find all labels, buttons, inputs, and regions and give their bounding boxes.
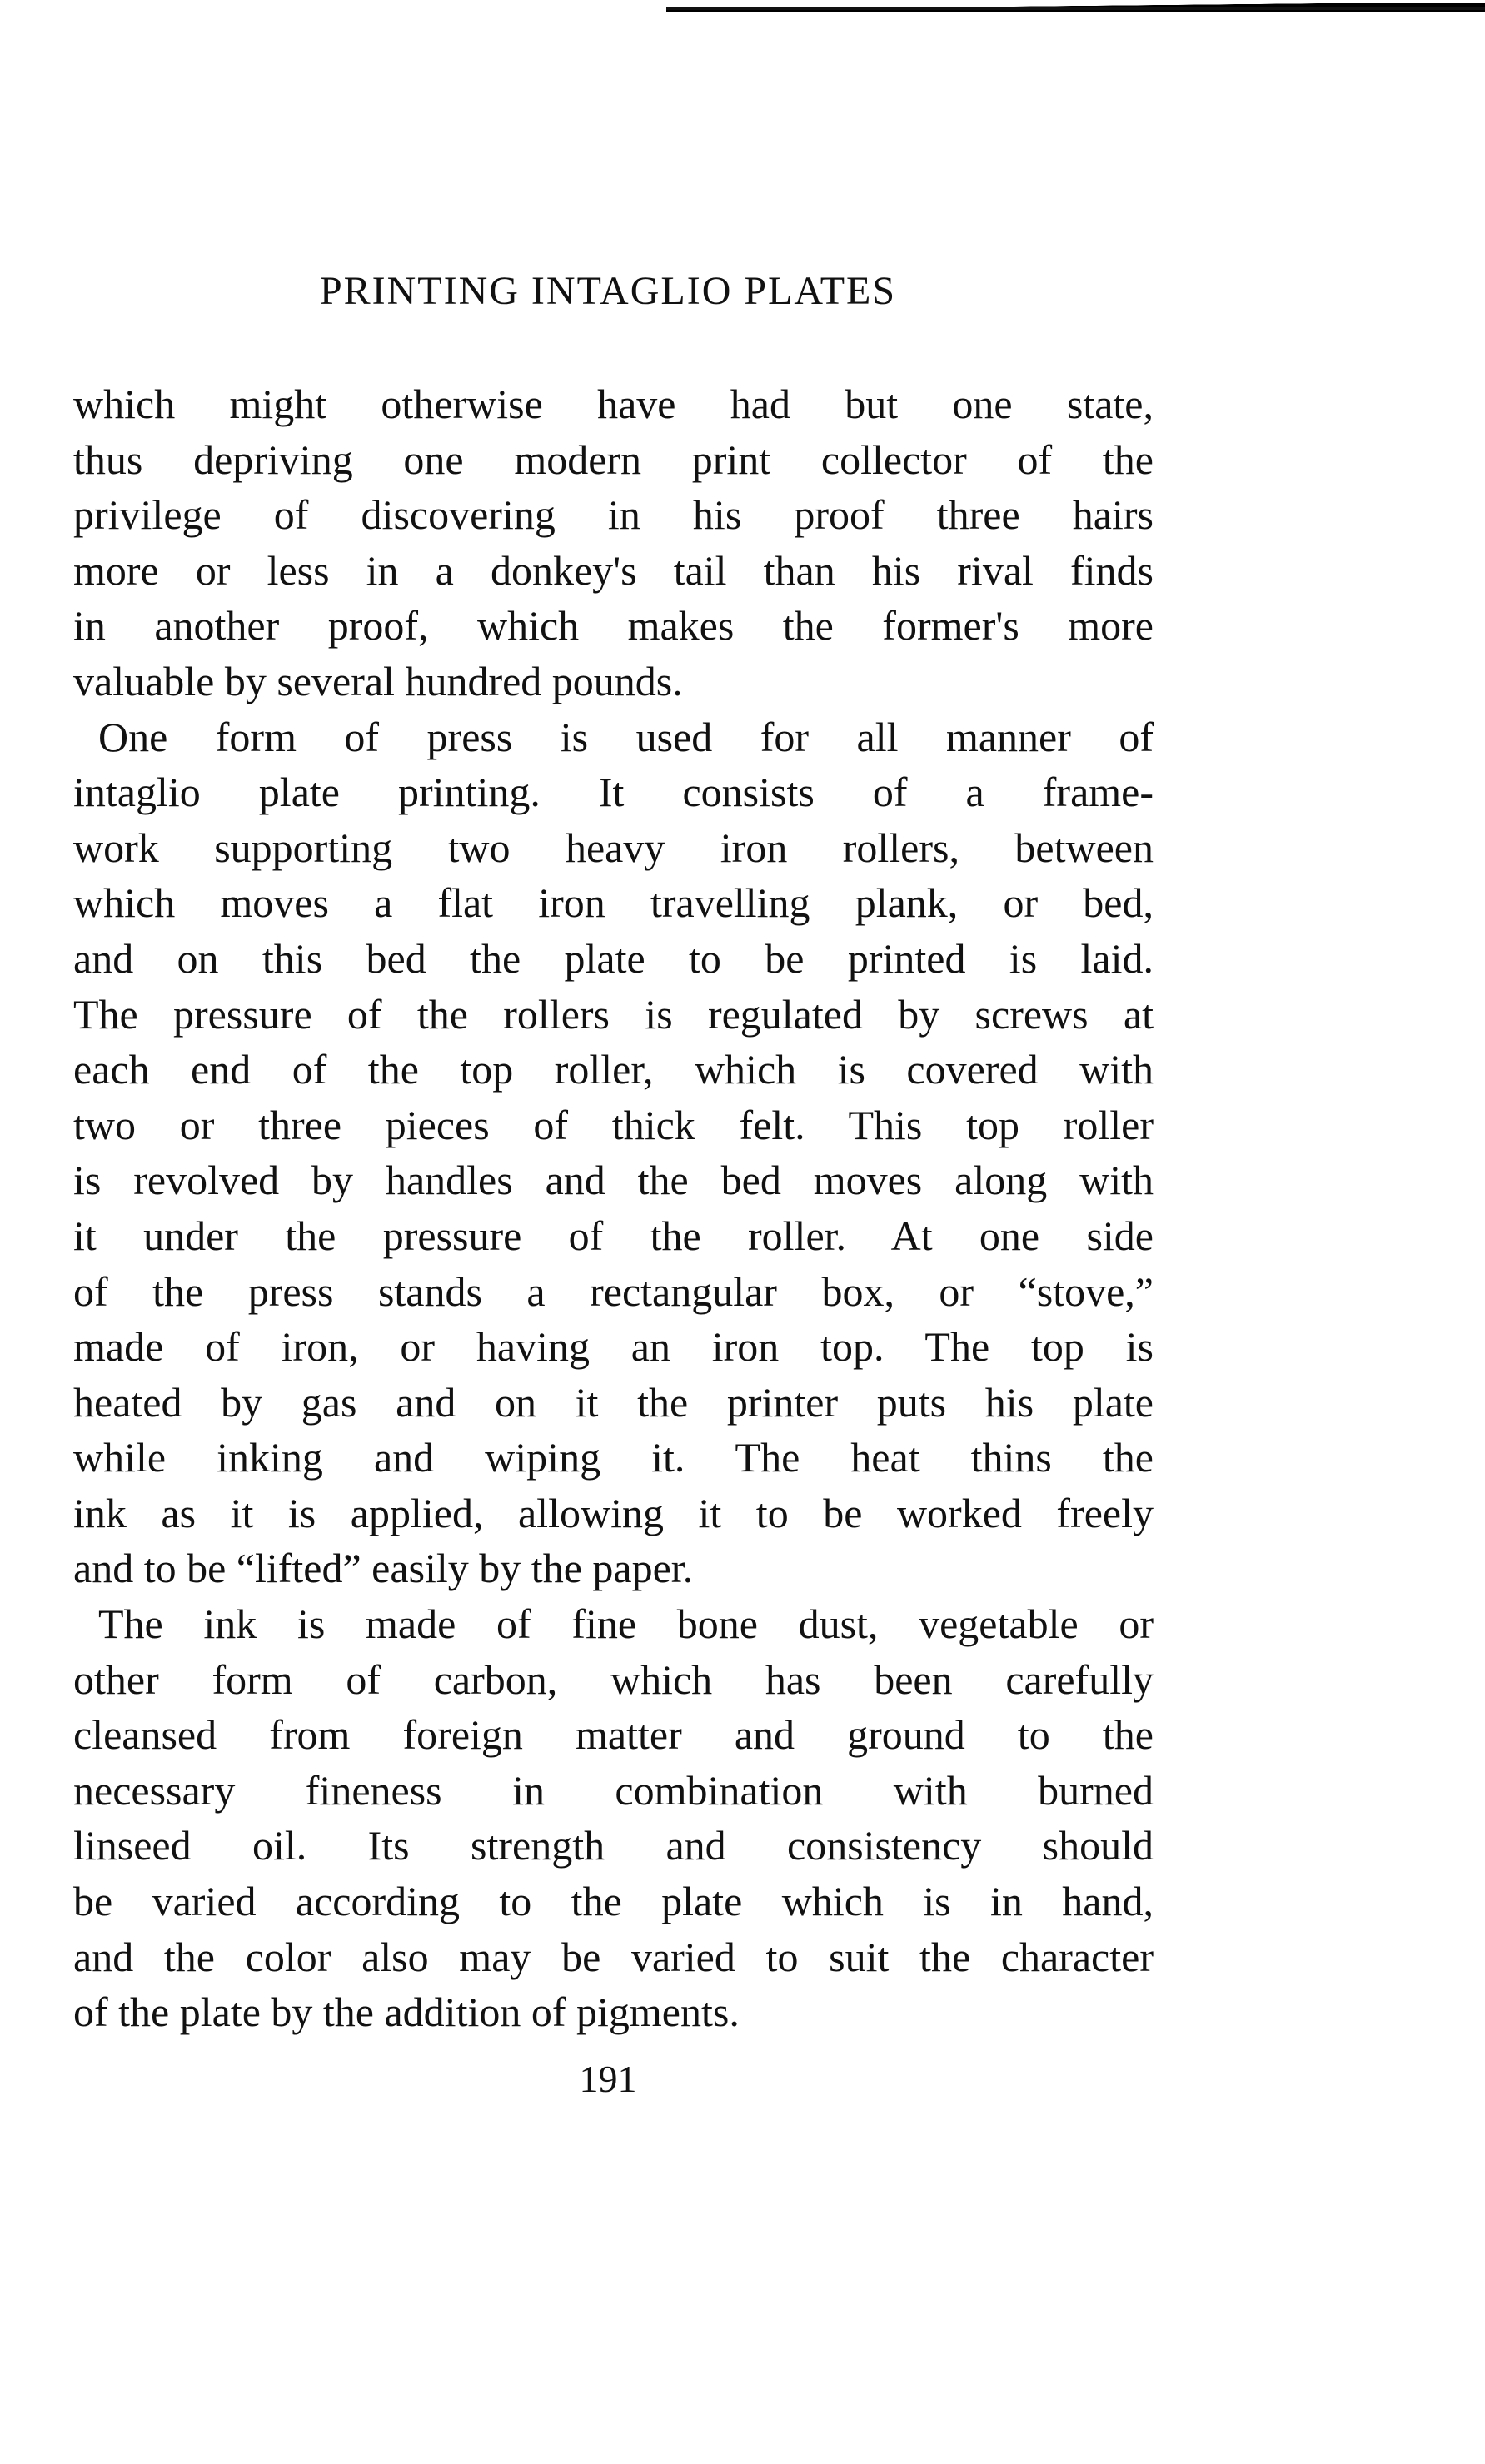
text-line: it under the pressure of the roller. At one side: [73, 1212, 1154, 1259]
body-text: [73, 376, 1154, 2040]
text-line: valuable by several hundred pounds.: [73, 657, 683, 704]
text-line: while inking and wiping it. The heat thins the: [73, 1434, 1154, 1481]
text-line: each end of the top roller, which is covered with: [73, 1046, 1154, 1093]
paragraph: [73, 709, 1154, 1597]
text-line: more or less in a donkey's tail than his rival finds: [73, 546, 1154, 594]
text-line: necessary fineness in combination with burned: [73, 1766, 1154, 1814]
page-number: 191: [579, 2058, 637, 2100]
top-edge-line: [666, 7, 1485, 10]
text-line: cleansed from foreign matter and ground to the: [73, 1711, 1154, 1759]
text-line: two or three pieces of thick felt. This top roller: [73, 1101, 1154, 1148]
text-line: work supporting two heavy iron rollers, between: [73, 824, 1154, 871]
text-line: which might otherwise have had but one state,: [73, 381, 1154, 427]
text-line: privilege of discovering in his proof three hairs: [73, 491, 1154, 539]
running-header: PRINTING INTAGLIO PLATES: [319, 269, 897, 313]
text-line: and on this bed the plate to be printed is laid.: [73, 934, 1154, 982]
text-line: thus depriving one modern print collector of the: [73, 436, 1154, 483]
text-line: made of iron, or having an iron top. The top is: [73, 1323, 1154, 1371]
text-line: ink as it is applied, allowing it to be worked freely: [73, 1489, 1154, 1536]
text-line: of the plate by the addition of pigments.: [73, 1989, 740, 2036]
text-line: and to be “lifted” easily by the paper.: [73, 1545, 694, 1592]
text-line: One form of press is used for all manner of: [98, 713, 1154, 760]
text-line: The pressure of the rollers is regulated by screws at: [73, 990, 1154, 1038]
text-line: be varied according to the plate which is in hand,: [73, 1878, 1154, 1925]
text-line: The ink is made of fine bone dust, vegetable or: [98, 1600, 1154, 1648]
text-line: intaglio plate printing. It consists of a frame-: [73, 769, 1154, 816]
text-line: and the color also may be varied to suit the character: [73, 1933, 1154, 1980]
text-line: in another proof, which makes the former's more: [73, 602, 1154, 650]
text-line: which moves a flat iron travelling plank, or bed,: [73, 879, 1154, 927]
text-line: is revolved by handles and the bed moves along with: [73, 1157, 1154, 1204]
text-line: linseed oil. Its strength and consistency should: [73, 1822, 1154, 1869]
text-line: heated by gas and on it the printer puts his plate: [73, 1378, 1154, 1426]
text-line: of the press stands a rectangular box, or “stove,”: [73, 1267, 1154, 1315]
paragraph: [73, 376, 1154, 709]
text-line: other form of carbon, which has been carefully: [73, 1655, 1154, 1703]
paragraph: [73, 1596, 1154, 2040]
